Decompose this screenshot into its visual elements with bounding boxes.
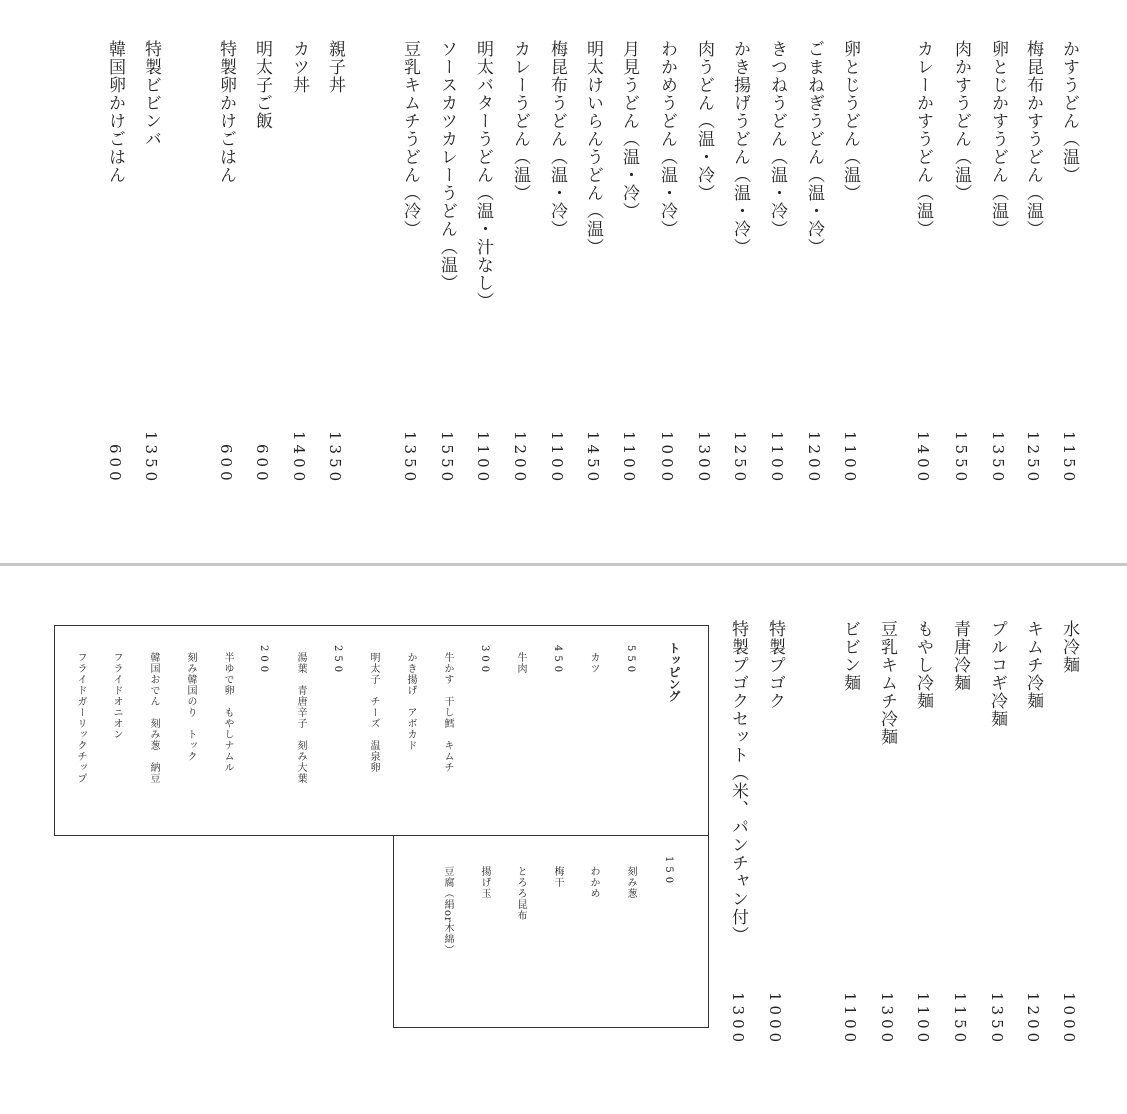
menu-item-price: 600 — [253, 444, 271, 485]
topping-item: 刻み葱 — [625, 866, 636, 899]
menu-item-price: 1300 — [729, 991, 747, 1046]
menu-item-name: 月見うどん（温・冷） — [619, 40, 639, 220]
topping-item: フライドガーリックチップ — [75, 652, 86, 784]
menu-item-price: 1200 — [511, 430, 529, 485]
topping-box-extension — [393, 835, 709, 1028]
menu-item-price: 1100 — [620, 430, 638, 485]
menu-item-price: 1100 — [548, 430, 566, 485]
menu-item-name: 明太子ご飯 — [252, 40, 272, 130]
topping-item: 明太子 チーズ 温泉卵 — [368, 652, 379, 773]
menu-item-name: 梅昆布かすうどん（温） — [1023, 40, 1043, 238]
topping-item: 揚げ玉 — [479, 866, 490, 899]
menu-item-name: 梅昆布うどん（温・冷） — [547, 40, 567, 238]
section-divider — [0, 563, 1127, 566]
menu-item-name: カレーうどん（温） — [510, 40, 530, 202]
menu-item-price: 600 — [217, 444, 235, 485]
menu-item-price: 600 — [106, 444, 124, 485]
menu-item-name: キムチ冷麺 — [1023, 620, 1043, 710]
menu-item-price: 1300 — [878, 991, 896, 1046]
menu-item-price: 1400 — [914, 430, 932, 485]
menu-item-name: カレーかすうどん（温） — [913, 40, 933, 238]
menu-item-price: 1100 — [841, 430, 859, 485]
menu-item-price: 1200 — [805, 430, 823, 485]
topping-item: 湯葉 青唐辛子 刻み大葉 — [295, 652, 306, 784]
topping-item: 牛かす 干し鱈 キムチ — [442, 652, 453, 773]
menu-item-price: 1350 — [988, 991, 1006, 1046]
menu-item-price: 1100 — [841, 991, 859, 1046]
menu-item-price: 1150 — [1060, 430, 1078, 485]
topping-item: 半ゆで卵 もやしナムル — [222, 652, 233, 773]
menu-item-price: 1100 — [914, 991, 932, 1046]
menu-item-price: 1450 — [584, 430, 602, 485]
menu-item-name: 水冷麺 — [1059, 620, 1079, 674]
menu-item-name: きつねうどん（温・冷） — [767, 40, 787, 238]
menu-item-price: 1200 — [1024, 991, 1042, 1046]
menu-item-name: 肉かすうどん（温） — [951, 40, 971, 202]
menu-item-price: 1000 — [1060, 991, 1078, 1046]
menu-item-name: 特製プゴクセット（米、パンチャン付） — [728, 620, 748, 944]
menu-item-price: 1100 — [768, 430, 786, 485]
menu-item-name: 韓国卵かけごはん — [105, 40, 125, 184]
menu-item-price: 1350 — [142, 430, 160, 485]
topping-item: わかめ — [588, 866, 599, 899]
menu-item-price: 1350 — [401, 430, 419, 485]
menu-item-price: 1250 — [1024, 430, 1042, 485]
topping-price: 150 — [663, 856, 674, 888]
topping-price: 250 — [332, 645, 343, 677]
topping-price: 300 — [479, 645, 490, 677]
menu-item-name: ごまねぎうどん（温・冷） — [804, 40, 824, 256]
menu-item-price: 1550 — [438, 430, 456, 485]
topping-item: カツ — [588, 652, 599, 674]
topping-price: 550 — [625, 645, 636, 677]
menu-item-name: 卵とじかすうどん（温） — [988, 40, 1008, 238]
menu-item-price: 1350 — [326, 430, 344, 485]
menu-item-name: 特製ビビンバ — [141, 40, 161, 148]
topping-item: 韓国おでん 刻み葱 納豆 — [148, 652, 159, 784]
topping-price: 450 — [552, 645, 563, 677]
menu-item-name: ソースカツカレーうどん（温） — [437, 40, 457, 292]
menu-item-name: かき揚げうどん（温・冷） — [730, 40, 750, 256]
menu-item-price: 1350 — [989, 430, 1007, 485]
menu-item-name: 特製プゴク — [765, 620, 785, 710]
menu-item-price: 1000 — [766, 991, 784, 1046]
menu-item-price: 1000 — [658, 430, 676, 485]
menu-item-price: 1100 — [474, 430, 492, 485]
menu-item-price: 1400 — [290, 430, 308, 485]
menu-item-name: 親子丼 — [325, 40, 345, 94]
topping-item: 梅干 — [552, 866, 563, 888]
menu-item-name: 明太バターうどん（温・汁なし） — [473, 40, 493, 310]
menu-item-name: わかめうどん（温・冷） — [657, 40, 677, 238]
topping-item: とろろ昆布 — [515, 866, 526, 921]
menu-item-name: ビビン麺 — [840, 620, 860, 692]
menu-item-name: 特製卵かけごはん — [216, 40, 236, 184]
menu-item-name: 豆乳キムチ冷麺 — [877, 620, 897, 746]
menu-item-name: もやし冷麺 — [913, 620, 933, 710]
topping-item: 牛肉 — [515, 652, 526, 674]
menu-item-name: プルコギ冷麺 — [987, 620, 1007, 728]
menu-item-price: 1150 — [951, 991, 969, 1046]
topping-item: フライドオニオン — [111, 652, 122, 740]
menu-item-name: 豆乳キムチうどん（冷） — [400, 40, 420, 238]
topping-price: 200 — [258, 645, 269, 677]
menu-item-name: かすうどん（温） — [1059, 40, 1079, 184]
menu-item-price: 1250 — [731, 430, 749, 485]
topping-item: 豆腐（絹or木綿） — [442, 866, 453, 956]
topping-title: トッピング — [667, 642, 681, 702]
menu-item-name: 明太けいらんうどん（温） — [583, 40, 603, 256]
menu-item-name: 卵とじうどん（温） — [840, 40, 860, 202]
menu-item-price: 1300 — [695, 430, 713, 485]
topping-item: 刻み韓国のり トック — [185, 652, 196, 762]
topping-item: かき揚げ アボカド — [405, 652, 416, 751]
menu-item-name: カツ丼 — [289, 40, 309, 94]
menu-item-price: 1550 — [952, 430, 970, 485]
menu-item-name: 肉うどん（温・冷） — [694, 40, 714, 202]
menu-item-name: 青唐冷麺 — [950, 620, 970, 692]
